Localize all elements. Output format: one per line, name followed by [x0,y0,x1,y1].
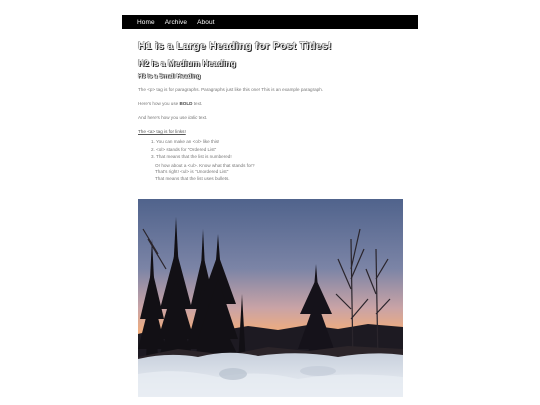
sunset-forest-photo [138,199,403,397]
unordered-list-item: That's right! <ul> is "Unordered List" [155,169,229,174]
unordered-list-item: Or how about a <ul>. Know what that stands for? [155,162,255,168]
unordered-list-item: That means that the list uses bullets. [155,175,230,181]
ordered-list [151,138,403,161]
post-title-h1: H1 is a Large Heading for Post Titles! [138,40,332,52]
intro-paragraph: The <p> tag is for paragraphs. Paragraphs just like this one! This is an example paragraph. [138,87,324,92]
bold-paragraph [138,101,403,107]
ordered-list-item: 1. You can make an <ol> like this! [151,139,220,144]
link-paragraph [138,129,403,135]
top-navbar [122,15,418,29]
bold-paragraph-suffix: text. [192,101,203,106]
heading-h2: H2 is a Medium Heading [138,58,236,68]
ordered-list-item: 3. That means that the list is numbered! [151,154,232,159]
italic-paragraph-suffix: text. [197,115,208,120]
nav-home-link[interactable]: Home [137,18,155,26]
italic-paragraph-prefix: And here's how you use [138,115,189,120]
nav-archive-link[interactable]: Archive [164,18,188,26]
heading-h3: H3 is a Small Heading [138,74,201,80]
unordered-list [155,163,403,183]
post-content [138,40,403,182]
bold-word: BOLD [179,101,193,106]
italic-paragraph [138,115,403,121]
bold-paragraph-prefix: Here's how you use [138,101,180,106]
nav-about-link[interactable]: About [197,18,215,26]
italic-word: italic [188,115,198,120]
example-link[interactable]: The <a> tag is for links! [138,129,186,134]
ordered-list-item: 2. <ol> stands for "Ordered List" [151,146,217,152]
